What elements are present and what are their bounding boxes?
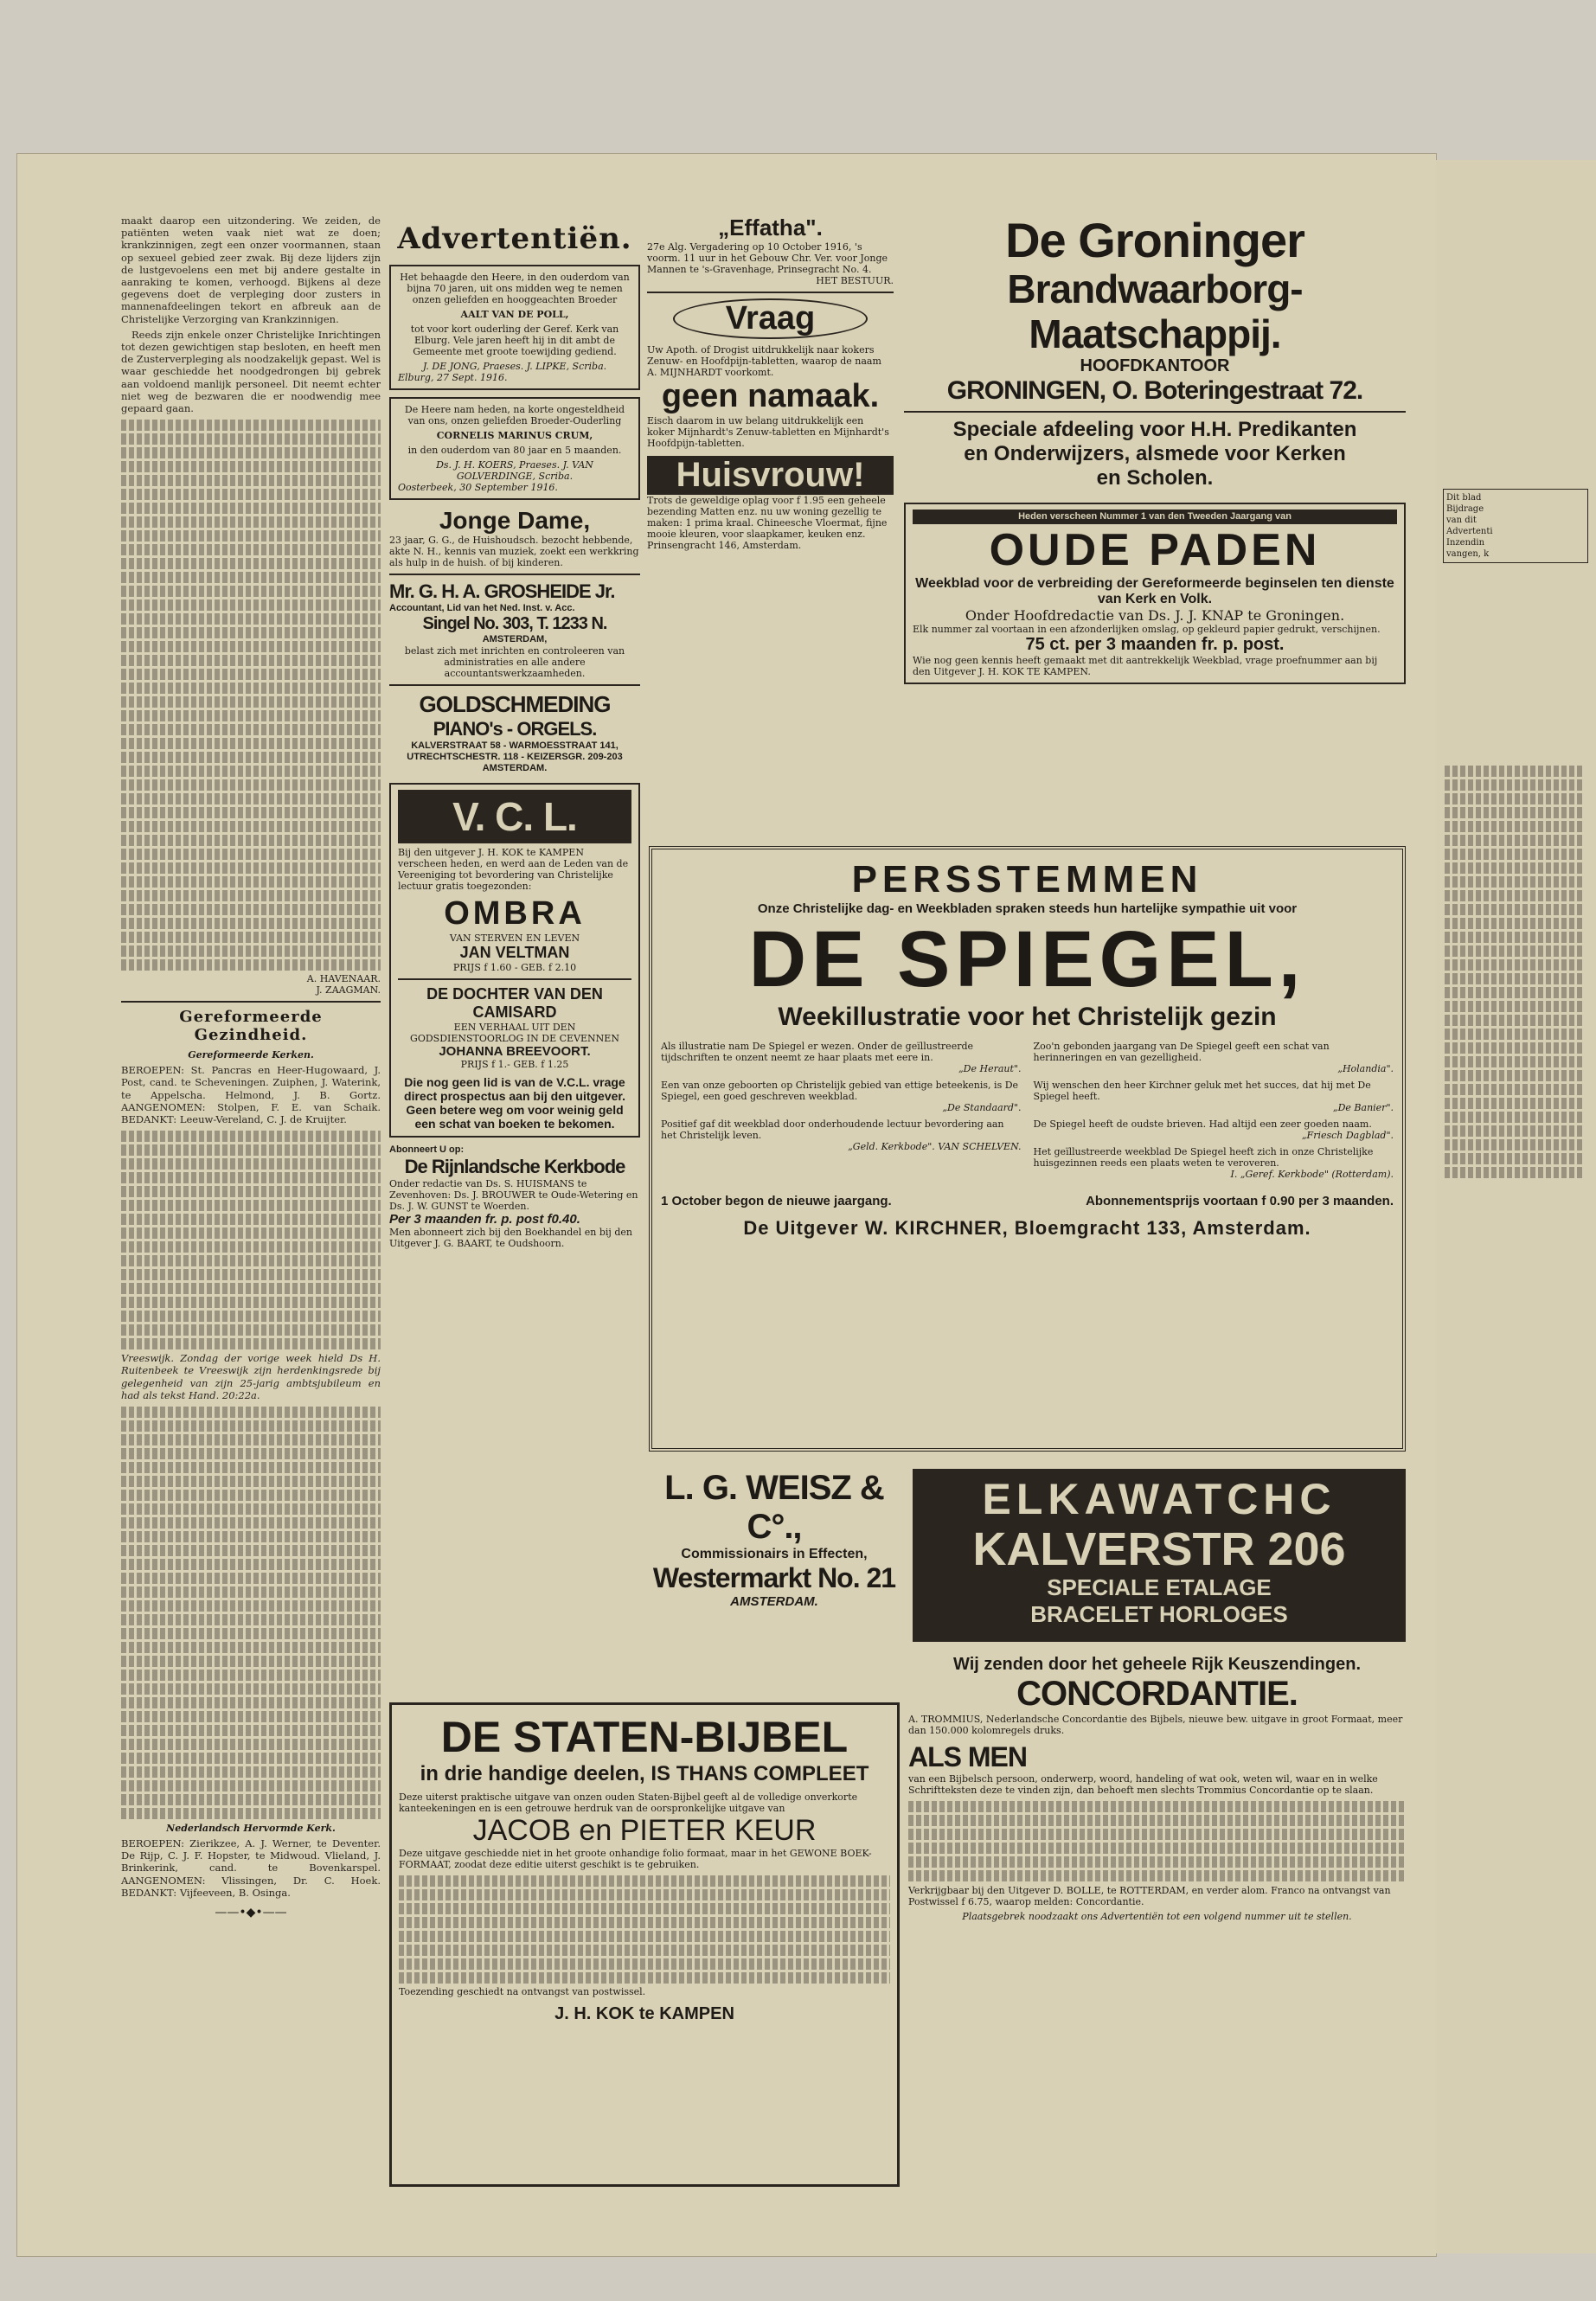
section-note: Vreeswijk. Zondag der vorige week hield Ds H. Ruitenbeek te Vreeswijk zijn herdenkingsrede bij gelegenheid van zijn 25-jarig ambtsjubileum en had als tekst Hand. 20:22a. [121, 1352, 381, 1401]
dochter-price: PRIJS f 1.- GEB. f 1.25 [460, 1059, 569, 1070]
persstemmen-sub: Onze Christelijke dag- en Weekbladen spraken steeds hun hartelijke sympathie uit voor [757, 901, 1298, 916]
ombra-sub: VAN STERVEN EN LEVEN [449, 933, 580, 944]
text-block-filler [399, 1875, 890, 1984]
quote-6-source: I. „Geref. Kerkbode" (Rotterdam). [1230, 1169, 1394, 1180]
staten-sign: J. H. KOK te KAMPEN [554, 2004, 734, 2023]
obituary-ad-1 [389, 265, 640, 390]
conc-name: CONCORDANTIE. [1016, 1675, 1298, 1713]
ad1-signature: J. DE JONG, Praeses. J. LIPKE, Scriba. [422, 361, 607, 372]
paden-editor: Onder Hoofdredactie van Ds. J. J. KNAP te Groningen. [965, 607, 1345, 624]
staten-text-2: Deze uitgave geschiedde niet in het groote onhandige folio formaat, maar in het GEWONE BOEK-FORMAAT, zoodat deze editie uiterst geschikt is te gebruiken. [399, 1848, 872, 1870]
special-dept-1: Speciale afdeeling voor H.H. Predikanten [952, 418, 1357, 441]
section-title: Gereformeerde Gezindheid. [179, 1008, 323, 1045]
quote-3: Wij wenschen den heer Kirchner geluk met het succes, dat hij met De Spiegel heeft. [1033, 1080, 1371, 1102]
advertisements-heading: Advertentiën. [397, 221, 632, 256]
october-notice: 1 October begon de nieuwe jaargang. [661, 1194, 892, 1208]
subscription-price: Abonnementsprijs voortaan f 0.90 per 3 maanden. [1086, 1194, 1394, 1208]
divider [121, 1001, 381, 1003]
concordantie-ad [908, 1655, 1406, 2035]
paden-intro: Heden verscheen Nummer 1 van den Tweeden Jaargang van [913, 510, 1397, 524]
edge-text-6: vangen, k [1446, 549, 1490, 559]
vcl-ad [389, 783, 640, 1138]
edge-box [1443, 489, 1588, 563]
kirchner-address: De Uitgever W. KIRCHNER, Bloemgracht 133, Amsterdam. [743, 1217, 1311, 1239]
goldschmeding-city: AMSTERDAM. [482, 763, 548, 773]
staten-sub: in drie handige deelen, IS THANS COMPLEET [420, 1762, 869, 1785]
dochter-title: DE DOCHTER VAN DEN CAMISARD [426, 985, 603, 1021]
divider [647, 292, 894, 293]
effatha-title: „Effatha". [718, 215, 823, 240]
grosheide-address: Singel No. 303, T. 1233 N. [422, 614, 607, 633]
vraag-text: Uw Apoth. of Drogist uitdrukkelijk naar kokers Zenuw- en Hoofdpijn-tabletten, waarop de naam A. MIJNHARDT voorkomt. [647, 344, 881, 378]
oude-paden-ad [904, 503, 1406, 684]
signature-1: A. HAVENAAR. [306, 973, 381, 985]
goldschmeding-address: KALVERSTRAAT 58 - WARMOESSTRAAT 141, UTRECHTSCHESTR. 118 - KEIZERSGR. 209-203 [407, 740, 623, 762]
signature-2: J. ZAAGMAN. [316, 984, 381, 997]
weisz-ad [649, 1469, 900, 1609]
spiegel-sub: Weekillustratie voor het Christelijk gezin [778, 1003, 1277, 1031]
elka-street: KALVERSTR 206 [972, 1523, 1346, 1575]
edge-filler [1445, 766, 1583, 1181]
conc-als-text: van een Bijbelsch persoon, onderwerp, woord, handeling of wat ook, weten wil, waar en in welke Schriftteksten deze te vinden zijn, dan behoeft men slechts Trommius Concordantie op te slaan. [908, 1773, 1378, 1796]
jonge-dame-text: 23 jaar, G. G., de Huishoudsch. bezocht hebbende, akte N. H., kennis van muziek, zoekt een werkkring als hulp in de huish. of bij kinderen. [389, 535, 639, 568]
groninger-heading: De Groninger [1005, 213, 1304, 267]
edge-text-3: van dit [1446, 516, 1477, 525]
grosheide-text: belast zich met inrichten en controleeren van administraties en alle andere accountantswerkzaamheden. [404, 645, 625, 679]
paden-price: 75 ct. per 3 maanden fr. p. post. [1025, 635, 1285, 654]
section-subtitle: Gereformeerde Kerken. [188, 1049, 314, 1061]
kerkbode-order: Men abonneert zich bij den Boekhandel en bij den Uitgever J. G. BAART, te Oudshoorn. [389, 1227, 632, 1249]
quote-3-source: „De Banier". [1332, 1102, 1394, 1113]
huisvrouw-heading: Huisvrouw! [647, 456, 894, 495]
paden-title: OUDE PADEN [989, 525, 1321, 575]
grosheide-sub: Accountant, Lid van het Ned. Inst. v. Acc. [389, 603, 575, 613]
text-block-filler [908, 1801, 1406, 1881]
section-subtitle-2: Nederlandsch Hervormde Kerk. [166, 1823, 336, 1835]
text-block-filler [121, 1407, 381, 1819]
kerkbode-title: De Rijnlandsche Kerkbode [404, 1156, 625, 1177]
ad2-signature: Ds. J. H. KOERS, Praeses. J. VAN GOLVERDINGE, Scriba. [436, 459, 593, 482]
weisz-city: AMSTERDAM. [730, 1594, 818, 1609]
huisvrouw-text: Trots de geweldige oplag voor f 1.95 een geheele bezending Matten enz. nu uw woning gezellig te maken: 1 prima kraal. Chineesche Vloermat, fijne mooie kleuren, voor slaapkamer, keuken enz. [647, 495, 888, 540]
quote-5: Een van onze geboorten op Christelijk gebied van ettige beteekenis, is De Spiegel, een goed geschreven weekblad. [661, 1080, 1019, 1102]
column-1 [121, 215, 381, 2221]
jonge-dame-heading: Jonge Dame, [439, 507, 591, 534]
column-4 [904, 215, 1406, 872]
section-body-2: BEROEPEN: Zierikzee, A. J. Werner, te Deventer. De Rijp, C. J. F. Hopster, te Midwoud. Vlieland, J. Brinkerink, cand. te Bovenkarspel. AANGENOMEN: Vlissingen, Dr. C. Hoek. BEDANKT: Vijfeeveen, B. Osinga. [121, 1837, 381, 1899]
special-dept-3: en Scholen. [1096, 466, 1214, 490]
vcl-heading: V. C. L. [398, 790, 631, 843]
quote-7: Positief gaf dit weekblad door onderhoudende lectuur bevordering aan het Christelijk leven. [661, 1118, 1004, 1141]
grosheide-city: AMSTERDAM, [482, 634, 548, 644]
edge-text-4: Advertenti [1446, 527, 1493, 536]
ad2-body: in den ouderdom van 80 jaar en 5 maanden. [407, 445, 622, 456]
quote-4-source: „Friesch Dagblad". [1301, 1130, 1394, 1141]
goldschmeding-name: GOLDSCHMEDING [419, 691, 611, 717]
conc-als: ALS MEN [908, 1741, 1027, 1772]
ad1-name: AALT VAN DE POLL, [460, 309, 569, 320]
persstemmen-title: PERSSTEMMEN [851, 858, 1203, 901]
paden-sub: Weekblad voor de verbreiding der Gereformeerde beginselen ten dienste van Kerk en Volk. [915, 576, 1394, 606]
edge-text-1: Dit blad [1446, 493, 1482, 503]
text-block-filler [121, 1131, 381, 1349]
adjacent-page-edge [1436, 160, 1596, 2253]
ad1-body: tot voor kort ouderling der Geref. Kerk van Elburg. Vele jaren heeft hij in dit ambt de Gemeente met groote toewijding gediend. [410, 324, 619, 357]
ad1-text: Het behaagde den Heere, in den ouderdom van bijna 70 jaren, uit ons midden weg te nemen onzen geliefden en hooggeachten Broeder [400, 272, 630, 305]
quote-1-source: „De Heraut". [958, 1063, 1022, 1074]
vraag-heading: Vraag [673, 298, 868, 339]
intro-text: maakt daarop een uitzondering. We zeiden, de patiënten weten vaak niet wat ze doen; krankzinnigen, zegt een onzer voormannen, staan op sexueel gebied zeer zwak. Bij deze lijders zijn de lustgevoelens een met bij andere gestalte in aanraking te komen, verhoogd. Bijkens al deze gegevens doet de verpleging door zusters in mannenafdeelingen tekort en afbreuk aan de Christelijke Verzorging van Krankzinnigen. [121, 215, 381, 325]
quote-4: De Spiegel heeft de oudste brieven. Had altijd een zeer goeden naam. [1033, 1118, 1372, 1130]
quote-7-source: „Geld. Kerkbode". VAN SCHELVEN. [848, 1141, 1022, 1152]
weisz-name: L. G. WEISZ & C°., [664, 1469, 884, 1546]
staten-order: Toezending geschiedt na ontvangst van postwissel. [399, 1986, 646, 1997]
special-dept-2: en Onderwijzers, alsmede voor Kerken [964, 442, 1346, 465]
divider [398, 978, 631, 980]
quote-5-source: „De Standaard". [942, 1102, 1022, 1113]
staten-publisher: JACOB en PIETER KEUR [472, 1814, 817, 1847]
text-block-filler [121, 420, 381, 971]
column-3 [647, 215, 894, 820]
divider [389, 574, 640, 575]
huisvrouw-address: Prinsengracht 146, Amsterdam. [647, 540, 802, 551]
ornament-divider: ——•◆•—— [215, 1906, 287, 1920]
vcl-text: Bij den uitgever J. H. KOK te KAMPEN verscheen heden, en werd aan de Leden van de Vereeniging tot bevordering van Christelijke lectuur gratis toegezonden: [398, 847, 629, 892]
elka-name: ELKAWATCHC [982, 1475, 1336, 1523]
dochter-sub: EEN VERHAAL UIT DEN GODSDIENSTOORLOG IN DE CEVENNEN [410, 1022, 619, 1044]
ad2-place: Oosterbeek, 30 September 1916. [398, 482, 558, 493]
geen-text: Eisch daarom in uw belang uitdrukkelijk een koker Mijnhardt's Zenuw-tabletten en Mijnhardt's Hoofdpijn-tabletten. [647, 415, 889, 449]
persstemmen-ad [649, 846, 1406, 1452]
pianos-text: PIANO's - ORGELS. [433, 718, 597, 740]
hoofdkantoor: HOOFDKANTOOR [1080, 356, 1230, 375]
grosheide-name: Mr. G. H. A. GROSHEIDE Jr. [389, 580, 615, 602]
conc-footer: Verkrijgbaar bij den Uitgever D. BOLLE, te ROTTERDAM, en verder alom. Franco na ontvangst van Postwissel f 6.75, waarop melden: Concordantie. [908, 1885, 1391, 1907]
geen-namaak: geen namaak. [661, 378, 880, 414]
quote-1: Als illustratie nam De Spiegel er wezen. Onder de geïllustreerde tijdschriften te onzent neemt ze haar plaats met eere in. [661, 1041, 974, 1063]
spiegel-title: DE SPIEGEL, [748, 915, 1306, 1003]
ad2-name: CORNELIS MARINUS CRUM, [436, 430, 593, 441]
effatha-sub: 27e Alg. Vergadering op 10 October 1916, 's voorm. 11 uur in het Gebouw Chr. Ver. voor Jonge Mannen te 's-Gravenhage, Prinsegracht No. 4. [647, 241, 888, 275]
ombra-title: OMBRA [444, 895, 586, 932]
staten-text-1: Deze uiterst praktische uitgave van onzen ouden Staten-Bijbel geeft al de volledige onverkorte kanteekeningen en is een getrouwe herdruk van de oorspronkelijke uitgave van [399, 1791, 858, 1814]
quotes [661, 1041, 1394, 1180]
paden-footer: Wie nog geen kennis heeft gemaakt met dit aantrekkelijk Weekblad, vrage proefnummer aan bij den Uitgever J. H. KOK TE KAMPEN. [913, 655, 1378, 677]
staten-title: DE STATEN-BIJBEL [440, 1713, 849, 1761]
paden-text: Elk nummer zal voortaan in een afzonderlijken omslag, op gekleurd papier gedrukt, verschijnen. [913, 624, 1381, 635]
vcl-footer: Die nog geen lid is van de V.C.L. vrage direct prospectus aan bij den uitgever. Geen betere weg om voor weinig geld een schat van boeken te bekomen. [404, 1075, 625, 1131]
abonneert-label: Abonneert U op: [389, 1144, 465, 1155]
ad2-text: De Heere nam heden, na korte ongesteldheid van ons, onzen geliefden Broeder-Ouderling [404, 404, 625, 426]
kerkbode-text: Onder redactie van Ds. S. HUISMANS te Zevenhoven: Ds. J. BROUWER te Oude-Wetering en Ds. J. W. GUNST te Woerden. [389, 1178, 638, 1212]
brandwaarborg-heading: Brandwaarborg-Maatschappij. [1007, 266, 1303, 356]
section-body: BEROEPEN: St. Pancras en Heer-Hugowaard, J. Post, cand. te Scheveningen. Zuiphen, J. Waterink, te Appelscha. Helmond, J. B. Gortz. AANGENOMEN: Stolpen, F. E. van Schaik. BEDANKT: Leeuw-Vereland, C. J. de Kruijter. [121, 1064, 381, 1126]
edge-text-5: Inzendin [1446, 538, 1485, 548]
kerkbode-price: Per 3 maanden fr. p. post f0.40. [389, 1212, 580, 1227]
obituary-ad-2 [389, 397, 640, 500]
quote-2-source: „Holandia". [1337, 1063, 1394, 1074]
quote-2: Zoo'n gebonden jaargang van De Spiegel geeft een schat van herinneringen en van gezelligheid. [1033, 1041, 1330, 1063]
conc-text: A. TROMMIUS, Nederlandsche Concordantie des Bijbels, nieuwe bew. uitgave in groot Formaat, meer dan 150.000 kolomregels druks. [908, 1714, 1403, 1736]
divider [389, 684, 640, 686]
elkawatch-ad [913, 1469, 1406, 1642]
ad1-place: Elburg, 27 Sept. 1916. [398, 372, 508, 383]
ombra-price: PRIJS f 1.60 - GEB. f 2.10 [452, 962, 577, 973]
elka-line1: SPECIALE ETALAGE [1047, 1574, 1272, 1600]
conc-title: Wij zenden door het geheele Rijk Keuszendingen. [953, 1655, 1361, 1674]
quote-6: Het geïllustreerde weekblad De Spiegel heeft zich in onze Christelijke huisgezinnen reeds een plaats weten te veroveren. [1033, 1146, 1374, 1169]
hoofdkantoor-address: GRONINGEN, O. Boteringestraat 72. [946, 376, 1363, 405]
effatha-sign: HET BESTUUR. [816, 275, 894, 286]
ombra-author: JAN VELTMAN [459, 944, 570, 961]
weisz-sub: Commissionairs in Effecten, [681, 1547, 868, 1561]
elka-line2: BRACELET HORLOGES [1030, 1601, 1288, 1627]
paragraph-2: Reeds zijn enkele onzer Christelijke Inrichtingen tot dezen gewichtigen stap besloten, en heeft men de Zusterverpleging als noodzakelijk gepast. Wel is waar geschiedde het noodgedrongen bij gebrek aan voldoend manlijk personeel. Dit neemt echter niet weg de bezwaren die er noodwendig mee gepaard gaan. [121, 328, 381, 415]
conc-note: Plaatsgebrek noodzaakt ons Advertentiën tot een volgend nummer uit te stellen. [962, 1911, 1352, 1922]
staten-bijbel-ad [389, 1702, 900, 2187]
dochter-author: JOHANNA BREEVOORT. [439, 1044, 591, 1059]
newspaper-page [17, 154, 1436, 2256]
divider [904, 411, 1406, 413]
weisz-address: Westermarkt No. 21 [652, 1562, 896, 1593]
edge-text-2: Bijdrage [1446, 504, 1484, 514]
